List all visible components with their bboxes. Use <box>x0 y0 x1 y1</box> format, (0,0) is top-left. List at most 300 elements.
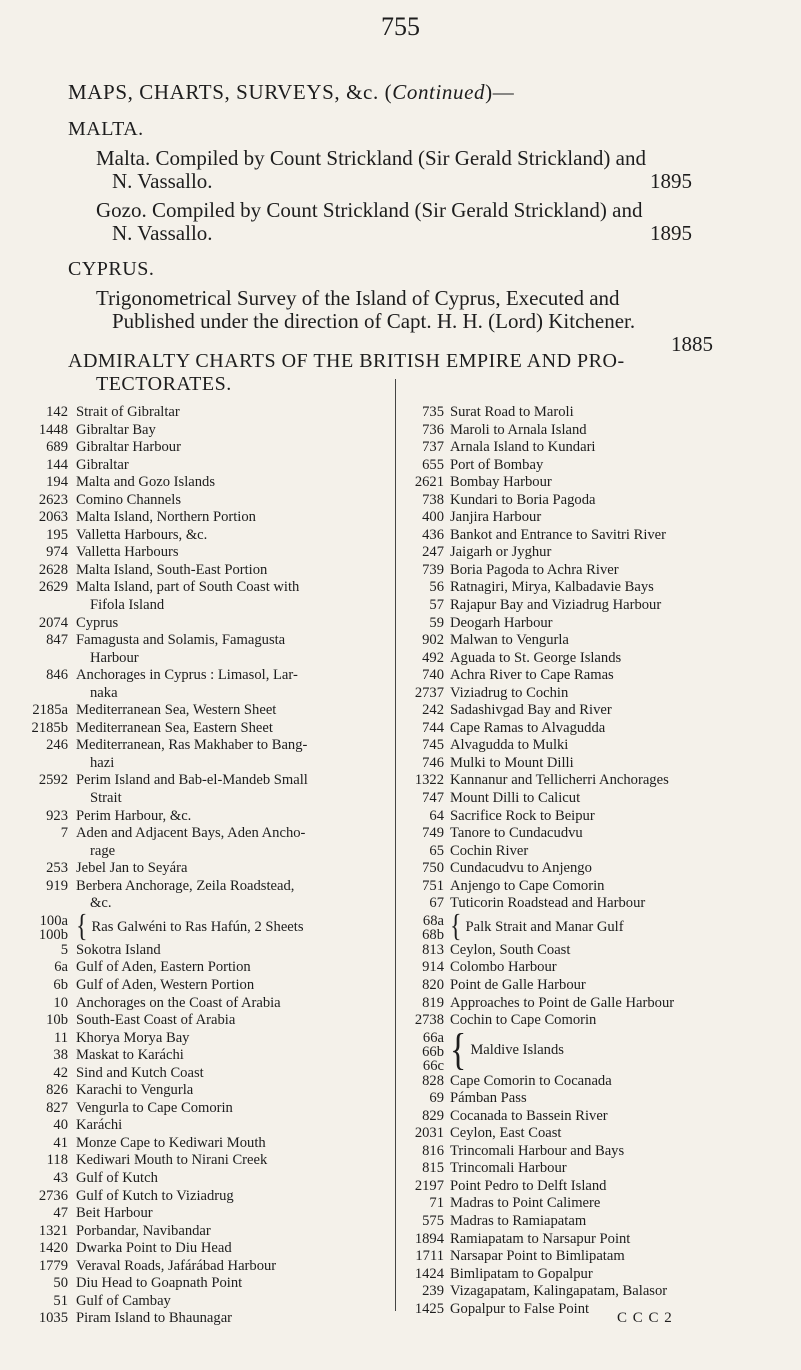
chart-entry <box>0 959 390 977</box>
chart-entry <box>398 720 798 738</box>
chart-number: 59 <box>429 614 444 631</box>
chart-number: 745 <box>422 737 444 754</box>
chart-title: Maldive Islands <box>470 1042 564 1059</box>
chart-title: Tanore to Cundacudvu <box>450 825 583 842</box>
chart-number: 689 <box>46 439 68 456</box>
chart-number: 41 <box>53 1134 68 1151</box>
chart-number: 38 <box>53 1047 68 1064</box>
entry-year: 1895 <box>650 169 692 193</box>
chart-number: 1424 <box>414 1265 444 1282</box>
chart-entry-group <box>398 910 798 945</box>
chart-title: Gopalpur to False Point <box>450 1300 590 1317</box>
chart-title: Famagusta and Solamis, Famagusta <box>76 632 286 649</box>
chart-entry <box>398 977 798 995</box>
chart-number: 575 <box>422 1212 444 1229</box>
chart-number: 816 <box>422 1142 444 1159</box>
chart-numbers <box>398 913 444 942</box>
chart-entry <box>398 562 798 580</box>
chart-number: 655 <box>422 456 444 473</box>
chart-number: 819 <box>422 994 444 1011</box>
chart-entry <box>0 527 390 545</box>
chart-number: 826 <box>46 1082 68 1099</box>
entry-line-2: Published under the direction of Capt. H. H. (Lord) Kitchener. <box>112 309 636 333</box>
chart-title: Valletta Harbours <box>76 544 179 561</box>
chart-number: 436 <box>422 526 444 543</box>
cyprus-title: CYPRUS. <box>68 258 155 280</box>
chart-entry <box>398 597 798 615</box>
chart-entry <box>398 860 798 878</box>
chart-title: Rajapur Bay and Viziadrug Harbour <box>450 597 662 614</box>
heading-tail: )— <box>485 80 515 104</box>
chart-entry <box>0 457 390 475</box>
chart-entry <box>398 579 798 597</box>
chart-title: Gulf of Kutch <box>76 1169 158 1186</box>
chart-title-continued: Fifola Island <box>90 597 165 614</box>
chart-title: Perim Harbour, &c. <box>76 807 192 824</box>
chart-title-continued: Strait <box>90 790 122 807</box>
chart-entry <box>398 474 798 492</box>
chart-title: Gulf of Kutch to Viziadrug <box>76 1187 234 1204</box>
chart-number: 750 <box>422 860 444 877</box>
chart-title-group <box>450 910 798 945</box>
chart-title: Malwan to Vengurla <box>450 632 569 649</box>
chart-title: Bombay Harbour <box>450 474 552 491</box>
chart-entry <box>0 720 390 738</box>
chart-entry <box>0 825 390 843</box>
chart-number: 2074 <box>38 614 68 631</box>
chart-title: Malta and Gozo Islands <box>76 474 216 491</box>
malta-title: MALTA. <box>68 118 144 140</box>
chart-title: Mediterranean Sea, Eastern Sheet <box>76 719 273 736</box>
chart-number: 1894 <box>414 1230 444 1247</box>
chart-number: 40 <box>53 1117 68 1134</box>
chart-title: Sadashivgad Bay and River <box>450 702 612 719</box>
admiralty-title-line-2: TECTORATES. <box>96 373 232 395</box>
chart-title-continued: &c. <box>90 895 112 912</box>
chart-number: 744 <box>422 719 444 736</box>
chart-number: 100a <box>39 912 68 929</box>
chart-entry <box>398 808 798 826</box>
chart-title-continued: naka <box>90 684 118 701</box>
chart-title: Bankot and Entrance to Savitri River <box>450 526 667 543</box>
chart-entry <box>398 942 798 960</box>
chart-number: 747 <box>422 790 444 807</box>
chart-number: 813 <box>422 941 444 958</box>
entry-year: 1895 <box>650 221 692 245</box>
chart-number: 492 <box>422 649 444 666</box>
chart-title: Kediwari Mouth to Nirani Creek <box>76 1152 268 1169</box>
chart-entry <box>398 1283 798 1301</box>
chart-entry-continued <box>0 790 390 808</box>
chart-number: 100b <box>38 926 68 943</box>
chart-entry <box>0 1258 390 1276</box>
chart-title: Tuticorin Roadstead and Harbour <box>450 895 646 912</box>
chart-number: 42 <box>53 1064 68 1081</box>
chart-entry <box>0 579 390 597</box>
chart-number: 65 <box>429 842 444 859</box>
chart-title: Gulf of Aden, Western Portion <box>76 976 255 993</box>
chart-number: 827 <box>46 1099 68 1116</box>
chart-entry <box>0 1152 390 1170</box>
chart-title: Jaigarh or Jyghur <box>450 544 552 561</box>
chart-number: 2197 <box>414 1177 444 1194</box>
chart-entry <box>0 1170 390 1188</box>
chart-entry <box>398 1231 798 1249</box>
chart-numbers <box>0 913 68 942</box>
chart-title: Point Pedro to Delft Island <box>450 1177 607 1194</box>
chart-number: 1035 <box>38 1310 68 1327</box>
chart-title: Piram Island to Bhaunagar <box>76 1310 233 1327</box>
chart-entry <box>0 1310 390 1328</box>
chart-title: Gulf of Cambay <box>76 1292 171 1309</box>
chart-number: 846 <box>46 667 68 684</box>
chart-number: 1322 <box>414 772 444 789</box>
chart-entry <box>398 1090 798 1108</box>
gozo-entry <box>96 199 692 245</box>
chart-title: Ceylon, East Coast <box>450 1125 562 1142</box>
chart-number-blank <box>0 895 68 913</box>
chart-entry <box>0 667 390 685</box>
chart-title: Mediterranean Sea, Western Sheet <box>76 702 277 719</box>
chart-entry <box>0 942 390 960</box>
chart-title: Cape Ramas to Alvagudda <box>450 719 606 736</box>
chart-number: 1779 <box>38 1257 68 1274</box>
chart-title: Kannanur and Tellicherri Anchorages <box>450 772 669 789</box>
chart-number: 902 <box>422 632 444 649</box>
chart-title: Palk Strait and Manar Gulf <box>465 918 624 935</box>
chart-title-group <box>450 1026 798 1075</box>
chart-number: 2185b <box>31 719 68 736</box>
page-number: 755 <box>381 12 420 41</box>
chart-entry <box>398 995 798 1013</box>
chart-entry <box>398 439 798 457</box>
chart-number: 66b <box>422 1043 444 1060</box>
chart-number-blank <box>0 650 68 668</box>
chart-number: 68b <box>422 926 444 943</box>
chart-title: Trincomali Harbour and Bays <box>450 1142 625 1159</box>
chart-title: Mulki to Mount Dilli <box>450 754 574 771</box>
chart-number: 2063 <box>38 509 68 526</box>
chart-number: 47 <box>53 1205 68 1222</box>
chart-entry <box>398 959 798 977</box>
chart-entry-continued <box>0 843 390 861</box>
chart-entry <box>0 439 390 457</box>
chart-title: Gibraltar Bay <box>76 421 156 438</box>
chart-entry-continued <box>0 755 390 773</box>
chart-title: Sacrifice Rock to Beipur <box>450 807 595 824</box>
chart-title: Aguada to St. George Islands <box>450 649 622 666</box>
chart-entry <box>0 1293 390 1311</box>
chart-title: Pámban Pass <box>450 1090 527 1107</box>
chart-entry <box>398 702 798 720</box>
chart-entry <box>398 755 798 773</box>
left-chart-list <box>0 404 390 1328</box>
chart-title: Karáchi <box>76 1117 123 1134</box>
chart-number: 974 <box>46 544 68 561</box>
chart-title-continued: hazi <box>90 754 115 771</box>
chart-entry <box>0 1223 390 1241</box>
chart-entry <box>0 808 390 826</box>
chart-entry <box>0 737 390 755</box>
chart-title: Ceylon, South Coast <box>450 941 571 958</box>
chart-title: Viziadrug to Cochin <box>450 684 569 701</box>
chart-entry <box>398 615 798 633</box>
chart-number: 1711 <box>415 1248 444 1265</box>
chart-entry <box>0 1188 390 1206</box>
chart-entry <box>0 878 390 896</box>
chart-entry <box>398 527 798 545</box>
chart-number: 739 <box>422 561 444 578</box>
chart-number: 736 <box>422 421 444 438</box>
chart-entry <box>398 632 798 650</box>
chart-entry-continued <box>0 597 390 615</box>
chart-entry <box>398 825 798 843</box>
chart-entry <box>398 1143 798 1161</box>
signature-mark: C C C 2 <box>617 1310 673 1326</box>
chart-entry <box>0 1100 390 1118</box>
chart-entry <box>398 509 798 527</box>
chart-entry <box>398 422 798 440</box>
chart-number: 246 <box>46 737 68 754</box>
chart-title: Jebel Jan to Seyára <box>76 860 188 877</box>
chart-title: Cocanada to Bassein River <box>450 1107 608 1124</box>
chart-title: Strait of Gibraltar <box>76 404 180 420</box>
chart-title: Veraval Roads, Jafárábad Harbour <box>76 1257 277 1274</box>
chart-number: 10 <box>53 994 68 1011</box>
chart-title: Cundacudvu to Anjengo <box>450 860 592 877</box>
chart-title: Berbera Anchorage, Zeila Roadstead, <box>76 877 295 894</box>
chart-entry <box>0 492 390 510</box>
chart-number: 66a <box>422 1029 444 1046</box>
chart-number: 68a <box>422 912 444 929</box>
chart-title: Ramiapatam to Narsapur Point <box>450 1230 631 1247</box>
brace-mark: { <box>450 910 462 945</box>
chart-title: Port of Bombay <box>450 456 544 473</box>
chart-title: Vengurla to Cape Comorin <box>76 1099 233 1116</box>
chart-entry-group <box>398 1026 798 1075</box>
chart-entry <box>0 544 390 562</box>
chart-title: Approaches to Point de Galle Harbour <box>450 994 675 1011</box>
chart-title-continued: rage <box>90 842 116 859</box>
chart-entry-continued <box>0 685 390 703</box>
chart-title: Janjira Harbour <box>450 509 542 526</box>
chart-number: 10b <box>46 1012 68 1029</box>
chart-entry <box>398 1108 798 1126</box>
chart-title: Malta Island, part of South Coast with <box>76 579 300 596</box>
chart-entry <box>0 702 390 720</box>
chart-number: 1321 <box>38 1222 68 1239</box>
chart-title: Anchorages on the Coast of Arabia <box>76 994 281 1011</box>
chart-title: Maroli to Arnala Island <box>450 421 587 438</box>
chart-entry <box>0 1135 390 1153</box>
column-divider <box>395 379 396 1311</box>
chart-number: 253 <box>46 860 68 877</box>
chart-title: Malta Island, Northern Portion <box>76 509 256 526</box>
chart-entry <box>398 492 798 510</box>
chart-title: Sind and Kutch Coast <box>76 1064 204 1081</box>
chart-title: Madras to Ramiapatam <box>450 1212 587 1229</box>
chart-numbers <box>398 1030 444 1073</box>
chart-entry <box>398 457 798 475</box>
chart-number: 828 <box>422 1072 444 1089</box>
chart-number: 2736 <box>38 1187 68 1204</box>
brace-mark: { <box>76 910 88 945</box>
chart-title: Comino Channels <box>76 491 181 508</box>
chart-number: 6a <box>54 959 68 976</box>
chart-title: Kundari to Boria Pagoda <box>450 491 596 508</box>
chart-number: 815 <box>422 1160 444 1177</box>
chart-number: 2623 <box>38 491 68 508</box>
chart-number: 194 <box>46 474 68 491</box>
chart-title: Aden and Adjacent Bays, Aden Ancho- <box>76 825 306 842</box>
chart-number: 2628 <box>38 561 68 578</box>
chart-entry <box>398 404 798 422</box>
chart-entry <box>0 1012 390 1030</box>
chart-title: Cochin to Cape Comorin <box>450 1012 597 1029</box>
chart-entry <box>398 772 798 790</box>
chart-entry-group <box>0 910 390 945</box>
chart-entry <box>398 1125 798 1143</box>
entry-year: 1885 <box>671 332 713 356</box>
chart-number: 51 <box>53 1292 68 1309</box>
chart-entry <box>398 1248 798 1266</box>
chart-entry <box>0 1205 390 1223</box>
chart-title: Cape Comorin to Cocanada <box>450 1072 612 1089</box>
chart-entry <box>0 632 390 650</box>
chart-number: 7 <box>60 825 68 842</box>
chart-entry <box>0 772 390 790</box>
chart-number: 64 <box>429 807 444 824</box>
chart-entry <box>0 422 390 440</box>
chart-entry <box>0 562 390 580</box>
chart-entry <box>0 977 390 995</box>
chart-number: 2592 <box>38 772 68 789</box>
chart-number: 67 <box>429 895 444 912</box>
chart-entry <box>398 1301 798 1319</box>
chart-number: 400 <box>422 509 444 526</box>
page-heading <box>68 80 514 105</box>
chart-title: Anjengo to Cape Comorin <box>450 877 605 894</box>
chart-entry <box>0 1082 390 1100</box>
heading-main: MAPS, CHARTS, SURVEYS, &c. ( <box>68 80 393 104</box>
chart-entry <box>398 790 798 808</box>
chart-entry <box>398 667 798 685</box>
chart-entry <box>398 1213 798 1231</box>
chart-entry <box>398 1178 798 1196</box>
chart-title: Gibraltar Harbour <box>76 439 181 456</box>
chart-title: Cochin River <box>450 842 529 859</box>
chart-number: 50 <box>53 1275 68 1292</box>
entry-line: Malta. Compiled by Count Strickland (Sir Gerald Strickland) and <box>96 146 646 170</box>
chart-number: 71 <box>429 1195 444 1212</box>
chart-number: 1448 <box>38 421 68 438</box>
chart-entry <box>398 1195 798 1213</box>
chart-number: 2621 <box>414 474 444 491</box>
chart-number: 57 <box>429 597 444 614</box>
entry-line: Trigonometrical Survey of the Island of Cyprus, Executed and <box>96 286 620 310</box>
chart-entry <box>398 685 798 703</box>
chart-entry <box>0 995 390 1013</box>
chart-title-continued: Harbour <box>90 649 139 666</box>
chart-entry <box>0 1240 390 1258</box>
chart-number: 6b <box>53 976 68 993</box>
chart-title: Trincomali Harbour <box>450 1160 567 1177</box>
chart-number-blank <box>0 790 68 808</box>
chart-entry <box>0 1047 390 1065</box>
chart-entry <box>0 474 390 492</box>
chart-title: Malta Island, South-East Portion <box>76 561 268 578</box>
chart-entry <box>0 509 390 527</box>
chart-title: Beit Harbour <box>76 1205 153 1222</box>
chart-title: Dwarka Point to Diu Head <box>76 1240 232 1257</box>
chart-entry <box>398 878 798 896</box>
admiralty-title-text: ADMIRALTY CHARTS OF THE BRITISH EMPIRE AND PRO- <box>68 350 625 372</box>
brace-mark: { <box>450 1026 467 1075</box>
entry-line-2: N. Vassallo. <box>112 221 213 245</box>
chart-title: Ras Galwéni to Ras Hafún, 2 Sheets <box>91 918 304 935</box>
chart-entry <box>0 1065 390 1083</box>
chart-number: 195 <box>46 526 68 543</box>
chart-title: Monze Cape to Kediwari Mouth <box>76 1134 266 1151</box>
chart-title: Anchorages in Cyprus : Limasol, Lar- <box>76 667 298 684</box>
chart-number: 11 <box>53 1029 68 1046</box>
chart-entry <box>0 1275 390 1293</box>
chart-number: 66c <box>422 1057 444 1074</box>
admiralty-title <box>68 350 733 396</box>
chart-number: 1420 <box>38 1240 68 1257</box>
chart-title: Vizagapatam, Kalingapatam, Balasor <box>450 1283 668 1300</box>
chart-entry <box>398 544 798 562</box>
chart-number: 749 <box>422 825 444 842</box>
chart-title: Colombo Harbour <box>450 959 557 976</box>
admiralty-title-line-1 <box>68 350 733 373</box>
cyprus-entry <box>96 287 713 356</box>
chart-entry <box>0 1117 390 1135</box>
chart-number: 142 <box>46 404 68 420</box>
chart-entry <box>398 843 798 861</box>
chart-number: 923 <box>46 807 68 824</box>
chart-entry-continued <box>0 650 390 668</box>
chart-title: Mount Dilli to Calicut <box>450 790 581 807</box>
chart-number: 2737 <box>414 684 444 701</box>
chart-number: 69 <box>429 1090 444 1107</box>
chart-number: 738 <box>422 491 444 508</box>
chart-number: 1425 <box>414 1300 444 1317</box>
chart-number: 5 <box>60 941 68 958</box>
right-chart-list <box>398 404 798 1318</box>
chart-number: 919 <box>46 877 68 894</box>
chart-number: 2738 <box>414 1012 444 1029</box>
chart-entry <box>398 1073 798 1091</box>
chart-title-group <box>76 910 390 945</box>
chart-title: Achra River to Cape Ramas <box>450 667 614 684</box>
chart-number: 2031 <box>414 1125 444 1142</box>
chart-number: 144 <box>46 456 68 473</box>
entry-line-2: N. Vassallo. <box>112 169 213 193</box>
chart-entry <box>398 737 798 755</box>
chart-title: Ratnagiri, Mirya, Kalbadavie Bays <box>450 579 654 596</box>
chart-title: Diu Head to Goapnath Point <box>76 1275 243 1292</box>
chart-entry <box>0 615 390 633</box>
chart-number: 735 <box>422 404 444 420</box>
chart-number: 820 <box>422 976 444 993</box>
chart-title: Point de Galle Harbour <box>450 976 586 993</box>
chart-title: Cyprus <box>76 614 119 631</box>
chart-title: Narsapar Point to Bimlipatam <box>450 1248 625 1265</box>
chart-number: 118 <box>46 1152 68 1169</box>
chart-number: 751 <box>422 877 444 894</box>
chart-number-blank <box>0 685 68 703</box>
